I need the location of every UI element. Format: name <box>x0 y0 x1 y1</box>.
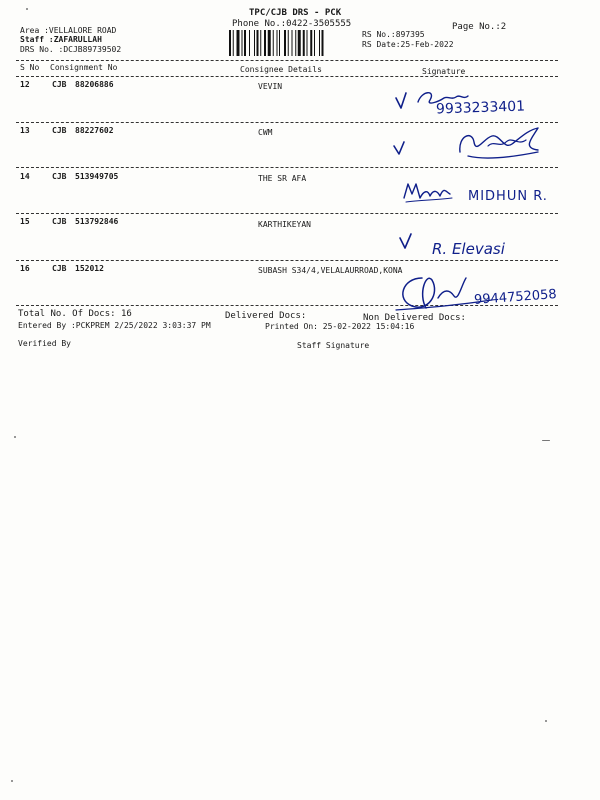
document-title: TPC/CJB DRS - PCK <box>249 8 342 18</box>
handwritten-name-row-15: R. Elevasi <box>432 240 505 258</box>
row-sno: 14 <box>20 172 30 181</box>
row-cjb: CJB <box>52 80 67 89</box>
col-sno: S No <box>20 63 40 72</box>
handwritten-name-row-14: MIDHUN R. <box>468 189 548 204</box>
printed-on: Printed On: 25-02-2022 15:04:16 <box>265 322 415 331</box>
barcode <box>229 30 355 56</box>
row-rule <box>16 213 558 214</box>
row-consignee: SUBASH S34/4,VELALAURROAD,KONA <box>258 266 403 275</box>
row-consignment-no: 88227602 <box>75 126 114 135</box>
row-consignee: THE SR AFA <box>258 174 307 183</box>
row-cjb: CJB <box>52 126 67 135</box>
row-consignee: KARTHIKEYAN <box>258 220 311 229</box>
col-consignee: Consignee Details <box>240 65 322 74</box>
col-consignment: Consignment No <box>50 63 118 72</box>
scan-speck <box>542 440 550 441</box>
row-consignment-no: 152012 <box>75 264 104 273</box>
verified-by: Verified By <box>18 339 71 348</box>
staff-signature-label: Staff Signature <box>297 341 370 350</box>
header-rule-bottom <box>16 76 558 77</box>
delivered-docs: Delivered Docs: <box>225 311 307 321</box>
scan-speck <box>11 780 13 782</box>
header-rule-top <box>16 60 558 61</box>
entered-by: Entered By :PCKPREM 2/25/2022 3:03:37 PM <box>18 321 211 330</box>
rs-date: RS Date:25-Feb-2022 <box>362 40 454 49</box>
handwritten-phone-row-16: 9944752058 <box>473 287 558 308</box>
col-signature: Signature <box>422 67 466 76</box>
non-delivered-docs: Non Delivered Docs: <box>363 313 466 323</box>
scan-speck <box>26 8 28 10</box>
signature-row-13 <box>388 124 558 170</box>
drs-number: DRS No. :DCJB89739502 <box>20 45 122 54</box>
scan-speck <box>545 720 547 722</box>
row-sno: 12 <box>20 80 30 89</box>
row-sno: 16 <box>20 264 30 273</box>
tick-row-15 <box>396 232 436 256</box>
phone-number: Phone No.:0422-3505555 <box>232 19 352 29</box>
row-consignment-no: 88206886 <box>75 80 114 89</box>
page-number: Page No.:2 <box>452 22 507 32</box>
handwritten-phone-row-12: 9933233401 <box>435 98 526 118</box>
row-cjb: CJB <box>52 264 67 273</box>
row-cjb: CJB <box>52 217 67 226</box>
area: Area :VELLALORE ROAD <box>20 26 117 35</box>
row-sno: 15 <box>20 217 30 226</box>
staff-name: Staff :ZAFARULLAH <box>20 35 102 44</box>
row-consignment-no: 513949705 <box>75 172 119 181</box>
row-consignment-no: 513792846 <box>75 217 119 226</box>
total-docs: Total No. Of Docs: 16 <box>18 309 132 319</box>
row-rule <box>16 260 558 261</box>
scan-speck <box>14 436 16 438</box>
row-consignee: VEVIN <box>258 82 283 91</box>
row-consignee: CWM <box>258 128 273 137</box>
rs-number: RS No.:897395 <box>362 30 425 39</box>
signature-row-14 <box>400 178 460 204</box>
row-cjb: CJB <box>52 172 67 181</box>
row-sno: 13 <box>20 126 30 135</box>
